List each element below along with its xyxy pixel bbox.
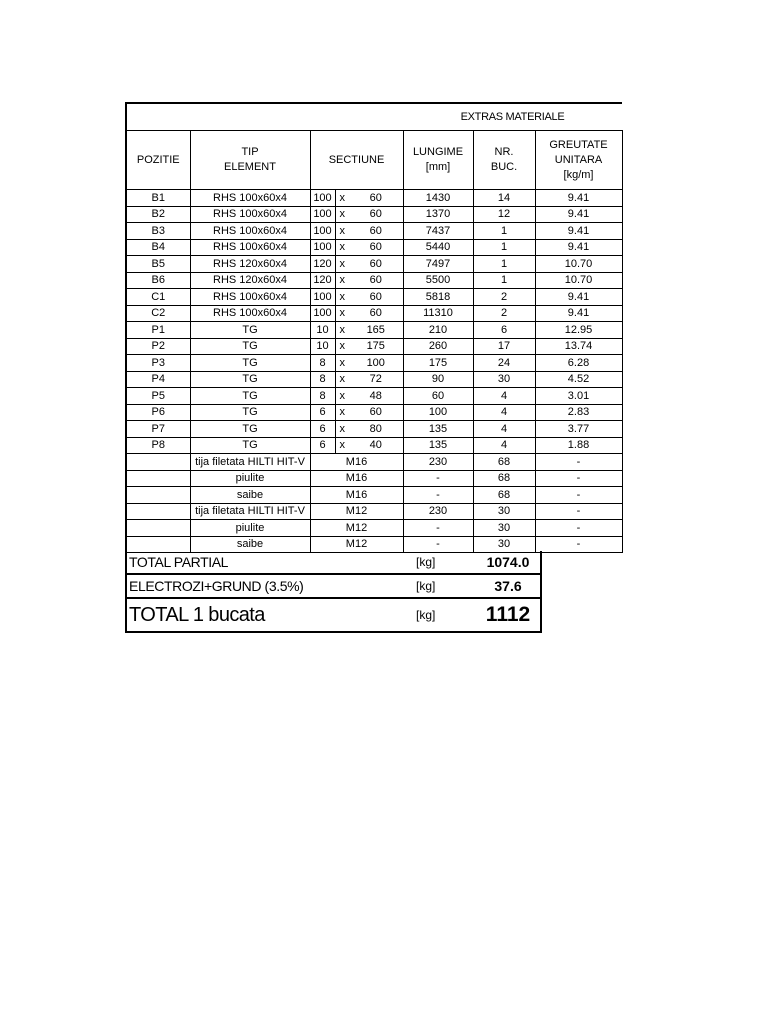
cell-greutate: 2.83 — [535, 404, 622, 421]
cell-greutate: 6.28 — [535, 355, 622, 372]
cell-sectiune-a: 8 — [310, 355, 335, 372]
cell-lungime: - — [403, 470, 473, 487]
cell-sectiune-a: 100 — [310, 305, 335, 322]
cell-lungime: 90 — [403, 371, 473, 388]
cell-greutate: 9.41 — [535, 239, 622, 256]
table-row — [126, 272, 622, 289]
header-tip-line1: TIP — [241, 146, 259, 158]
cell-nr-buc: 68 — [473, 470, 535, 487]
cell-nr-buc: 2 — [473, 305, 535, 322]
cell-sectiune-b: 60 — [349, 190, 403, 207]
header-lungime-line1: LUNGIME — [412, 146, 464, 158]
cell-nr-buc: 1 — [473, 272, 535, 289]
cell-pozitie: C2 — [126, 305, 190, 322]
cell-nr-buc: 1 — [473, 256, 535, 273]
cell-sectiune-x: x — [335, 322, 349, 339]
header-nr-line2: BUC. — [490, 161, 518, 173]
electrozi-grund-label: ELECTROZI+GRUND (3.5%) — [126, 574, 416, 598]
table-row — [126, 421, 622, 438]
cell-sectiune-x: x — [335, 404, 349, 421]
cell-sectiune-x: x — [335, 371, 349, 388]
cell-sectiune-a: 120 — [310, 256, 335, 273]
cell-nr-buc: 4 — [473, 437, 535, 454]
cell-tip-element: TG — [190, 421, 310, 438]
table-row — [126, 520, 622, 537]
cell-pozitie: P6 — [126, 404, 190, 421]
cell-tip-element: piulite — [190, 520, 310, 537]
cell-pozitie: P4 — [126, 371, 190, 388]
total-partial-label: TOTAL PARTIAL — [126, 551, 416, 574]
cell-pozitie: B1 — [126, 190, 190, 207]
table-row — [126, 256, 622, 273]
table-row — [126, 503, 622, 520]
cell-tip-element: saibe — [190, 487, 310, 504]
table-row — [126, 206, 622, 223]
cell-pozitie — [126, 454, 190, 471]
cell-tip-element: TG — [190, 388, 310, 405]
cell-sectiune-b: 60 — [349, 404, 403, 421]
materials-table — [125, 102, 623, 553]
cell-pozitie: P3 — [126, 355, 190, 372]
total-bucata-row — [126, 598, 541, 632]
cell-tip-element: TG — [190, 338, 310, 355]
total-partial-value: 1074.0 — [476, 551, 541, 574]
cell-tip-element: RHS 120x60x4 — [190, 256, 310, 273]
electrozi-grund-value: 37.6 — [476, 574, 541, 598]
table-row — [126, 338, 622, 355]
cell-sectiune-b: 48 — [349, 388, 403, 405]
cell-lungime: 175 — [403, 355, 473, 372]
cell-pozitie: B4 — [126, 239, 190, 256]
table-title: EXTRAS MATERIALE — [403, 103, 622, 131]
cell-lungime: 11310 — [403, 305, 473, 322]
header-greutate-line3: [kg/m] — [563, 168, 594, 181]
cell-sectiune: M16 — [310, 470, 403, 487]
total-partial-unit: [kg] — [416, 551, 476, 574]
cell-sectiune-b: 100 — [349, 355, 403, 372]
cell-greutate: 9.41 — [535, 190, 622, 207]
cell-tip-element: saibe — [190, 536, 310, 553]
totals-table — [125, 551, 542, 633]
table-row — [126, 487, 622, 504]
cell-sectiune-x: x — [335, 223, 349, 240]
table-row — [126, 239, 622, 256]
cell-greutate: 1.88 — [535, 437, 622, 454]
cell-sectiune-x: x — [335, 239, 349, 256]
cell-pozitie — [126, 487, 190, 504]
electrozi-grund-row — [126, 574, 541, 598]
cell-sectiune-a: 10 — [310, 322, 335, 339]
table-row — [126, 470, 622, 487]
title-row — [126, 103, 622, 131]
cell-greutate: 9.41 — [535, 305, 622, 322]
cell-nr-buc: 2 — [473, 289, 535, 306]
cell-lungime: 135 — [403, 421, 473, 438]
cell-lungime: 210 — [403, 322, 473, 339]
cell-sectiune-b: 60 — [349, 272, 403, 289]
cell-nr-buc: 14 — [473, 190, 535, 207]
cell-pozitie: P2 — [126, 338, 190, 355]
cell-sectiune-x: x — [335, 437, 349, 454]
cell-tip-element: RHS 100x60x4 — [190, 289, 310, 306]
cell-sectiune-b: 60 — [349, 289, 403, 306]
cell-sectiune-a: 8 — [310, 371, 335, 388]
cell-nr-buc: 68 — [473, 454, 535, 471]
header-lungime — [403, 131, 473, 190]
cell-nr-buc: 68 — [473, 487, 535, 504]
cell-nr-buc: 30 — [473, 371, 535, 388]
header-pozitie: POZITIE — [126, 131, 190, 190]
cell-lungime: 5500 — [403, 272, 473, 289]
table-row — [126, 371, 622, 388]
cell-sectiune-a: 6 — [310, 437, 335, 454]
cell-tip-element: RHS 100x60x4 — [190, 305, 310, 322]
cell-greutate: - — [535, 487, 622, 504]
table-row — [126, 388, 622, 405]
cell-lungime: 230 — [403, 503, 473, 520]
cell-pozitie — [126, 520, 190, 537]
cell-nr-buc: 17 — [473, 338, 535, 355]
cell-lungime: 7497 — [403, 256, 473, 273]
cell-sectiune-b: 40 — [349, 437, 403, 454]
cell-nr-buc: 1 — [473, 223, 535, 240]
cell-lungime: 7437 — [403, 223, 473, 240]
cell-pozitie: P5 — [126, 388, 190, 405]
cell-sectiune-a: 100 — [310, 289, 335, 306]
cell-greutate: 3.01 — [535, 388, 622, 405]
cell-sectiune-a: 6 — [310, 421, 335, 438]
cell-lungime: 100 — [403, 404, 473, 421]
cell-greutate: 3.77 — [535, 421, 622, 438]
cell-lungime: 60 — [403, 388, 473, 405]
cell-greutate: 9.41 — [535, 289, 622, 306]
cell-greutate: - — [535, 520, 622, 537]
cell-sectiune-x: x — [335, 421, 349, 438]
cell-sectiune: M16 — [310, 454, 403, 471]
cell-sectiune: M12 — [310, 503, 403, 520]
table-row — [126, 289, 622, 306]
cell-nr-buc: 24 — [473, 355, 535, 372]
total-bucata-unit: [kg] — [416, 598, 476, 632]
cell-sectiune-b: 72 — [349, 371, 403, 388]
cell-sectiune-a: 6 — [310, 404, 335, 421]
cell-sectiune-x: x — [335, 289, 349, 306]
cell-lungime: 135 — [403, 437, 473, 454]
cell-lungime: - — [403, 536, 473, 553]
cell-greutate: 10.70 — [535, 272, 622, 289]
cell-sectiune: M12 — [310, 536, 403, 553]
electrozi-grund-unit: [kg] — [416, 574, 476, 598]
cell-lungime: 5440 — [403, 239, 473, 256]
cell-sectiune-b: 60 — [349, 239, 403, 256]
header-nr-buc — [473, 131, 535, 190]
cell-pozitie: C1 — [126, 289, 190, 306]
cell-sectiune-b: 60 — [349, 305, 403, 322]
cell-pozitie: P8 — [126, 437, 190, 454]
cell-tip-element: tija filetata HILTI HIT-V — [190, 503, 310, 520]
cell-greutate: 4.52 — [535, 371, 622, 388]
cell-sectiune-a: 8 — [310, 388, 335, 405]
cell-sectiune-x: x — [335, 355, 349, 372]
table-row — [126, 223, 622, 240]
table-row — [126, 190, 622, 207]
header-sectiune: SECTIUNE — [310, 131, 403, 190]
cell-tip-element: tija filetata HILTI HIT-V — [190, 454, 310, 471]
cell-pozitie: P1 — [126, 322, 190, 339]
cell-sectiune-x: x — [335, 388, 349, 405]
header-greutate-unitara — [535, 131, 622, 190]
cell-pozitie: P7 — [126, 421, 190, 438]
total-bucata-value: 1112 — [476, 598, 541, 632]
total-bucata-label: TOTAL 1 bucata — [126, 598, 416, 632]
cell-tip-element: RHS 120x60x4 — [190, 272, 310, 289]
cell-nr-buc: 4 — [473, 388, 535, 405]
cell-nr-buc: 6 — [473, 322, 535, 339]
header-greutate-line2: UNITARA — [554, 153, 603, 166]
cell-tip-element: TG — [190, 355, 310, 372]
cell-sectiune-a: 100 — [310, 239, 335, 256]
header-tip-element — [190, 131, 310, 190]
cell-pozitie: B2 — [126, 206, 190, 223]
cell-lungime: 230 — [403, 454, 473, 471]
cell-pozitie: B6 — [126, 272, 190, 289]
cell-greutate: 10.70 — [535, 256, 622, 273]
cell-sectiune-x: x — [335, 190, 349, 207]
cell-greutate: - — [535, 470, 622, 487]
header-greutate-line1: GREUTATE — [549, 138, 608, 151]
cell-sectiune-a: 100 — [310, 206, 335, 223]
cell-sectiune-x: x — [335, 305, 349, 322]
cell-sectiune: M16 — [310, 487, 403, 504]
cell-pozitie — [126, 470, 190, 487]
cell-lungime: 260 — [403, 338, 473, 355]
cell-sectiune-b: 80 — [349, 421, 403, 438]
cell-sectiune-x: x — [335, 256, 349, 273]
cell-pozitie — [126, 503, 190, 520]
cell-sectiune-b: 165 — [349, 322, 403, 339]
cell-greutate: 12.95 — [535, 322, 622, 339]
table-row — [126, 454, 622, 471]
cell-greutate: - — [535, 454, 622, 471]
cell-pozitie: B3 — [126, 223, 190, 240]
cell-tip-element: RHS 100x60x4 — [190, 239, 310, 256]
cell-sectiune: M12 — [310, 520, 403, 537]
cell-lungime: - — [403, 520, 473, 537]
table-row — [126, 305, 622, 322]
cell-nr-buc: 4 — [473, 421, 535, 438]
cell-tip-element: TG — [190, 322, 310, 339]
cell-sectiune-a: 100 — [310, 223, 335, 240]
table-row — [126, 437, 622, 454]
cell-greutate: - — [535, 536, 622, 553]
cell-sectiune-b: 60 — [349, 256, 403, 273]
table-row — [126, 404, 622, 421]
header-tip-line2: ELEMENT — [224, 161, 276, 173]
cell-tip-element: TG — [190, 371, 310, 388]
cell-tip-element: TG — [190, 437, 310, 454]
cell-nr-buc: 30 — [473, 503, 535, 520]
header-nr-line1: NR. — [494, 146, 514, 158]
cell-sectiune-a: 100 — [310, 190, 335, 207]
table-row — [126, 355, 622, 372]
table-row — [126, 322, 622, 339]
cell-nr-buc: 1 — [473, 239, 535, 256]
cell-greutate: 9.41 — [535, 206, 622, 223]
cell-tip-element: RHS 100x60x4 — [190, 223, 310, 240]
cell-lungime: - — [403, 487, 473, 504]
cell-sectiune-a: 10 — [310, 338, 335, 355]
cell-tip-element: RHS 100x60x4 — [190, 206, 310, 223]
cell-sectiune-b: 60 — [349, 206, 403, 223]
cell-greutate: - — [535, 503, 622, 520]
cell-tip-element: piulite — [190, 470, 310, 487]
cell-greutate: 13.74 — [535, 338, 622, 355]
cell-sectiune-x: x — [335, 206, 349, 223]
cell-sectiune-b: 60 — [349, 223, 403, 240]
cell-sectiune-a: 120 — [310, 272, 335, 289]
total-partial-row — [126, 551, 541, 574]
cell-lungime: 1370 — [403, 206, 473, 223]
cell-lungime: 5818 — [403, 289, 473, 306]
cell-nr-buc: 4 — [473, 404, 535, 421]
cell-sectiune-x: x — [335, 338, 349, 355]
header-row — [126, 131, 622, 190]
cell-nr-buc: 30 — [473, 520, 535, 537]
cell-sectiune-b: 175 — [349, 338, 403, 355]
cell-nr-buc: 30 — [473, 536, 535, 553]
cell-tip-element: RHS 100x60x4 — [190, 190, 310, 207]
cell-pozitie: B5 — [126, 256, 190, 273]
cell-greutate: 9.41 — [535, 223, 622, 240]
cell-nr-buc: 12 — [473, 206, 535, 223]
cell-sectiune-x: x — [335, 272, 349, 289]
header-lungime-line2: [mm] — [425, 161, 451, 173]
cell-lungime: 1430 — [403, 190, 473, 207]
cell-tip-element: TG — [190, 404, 310, 421]
